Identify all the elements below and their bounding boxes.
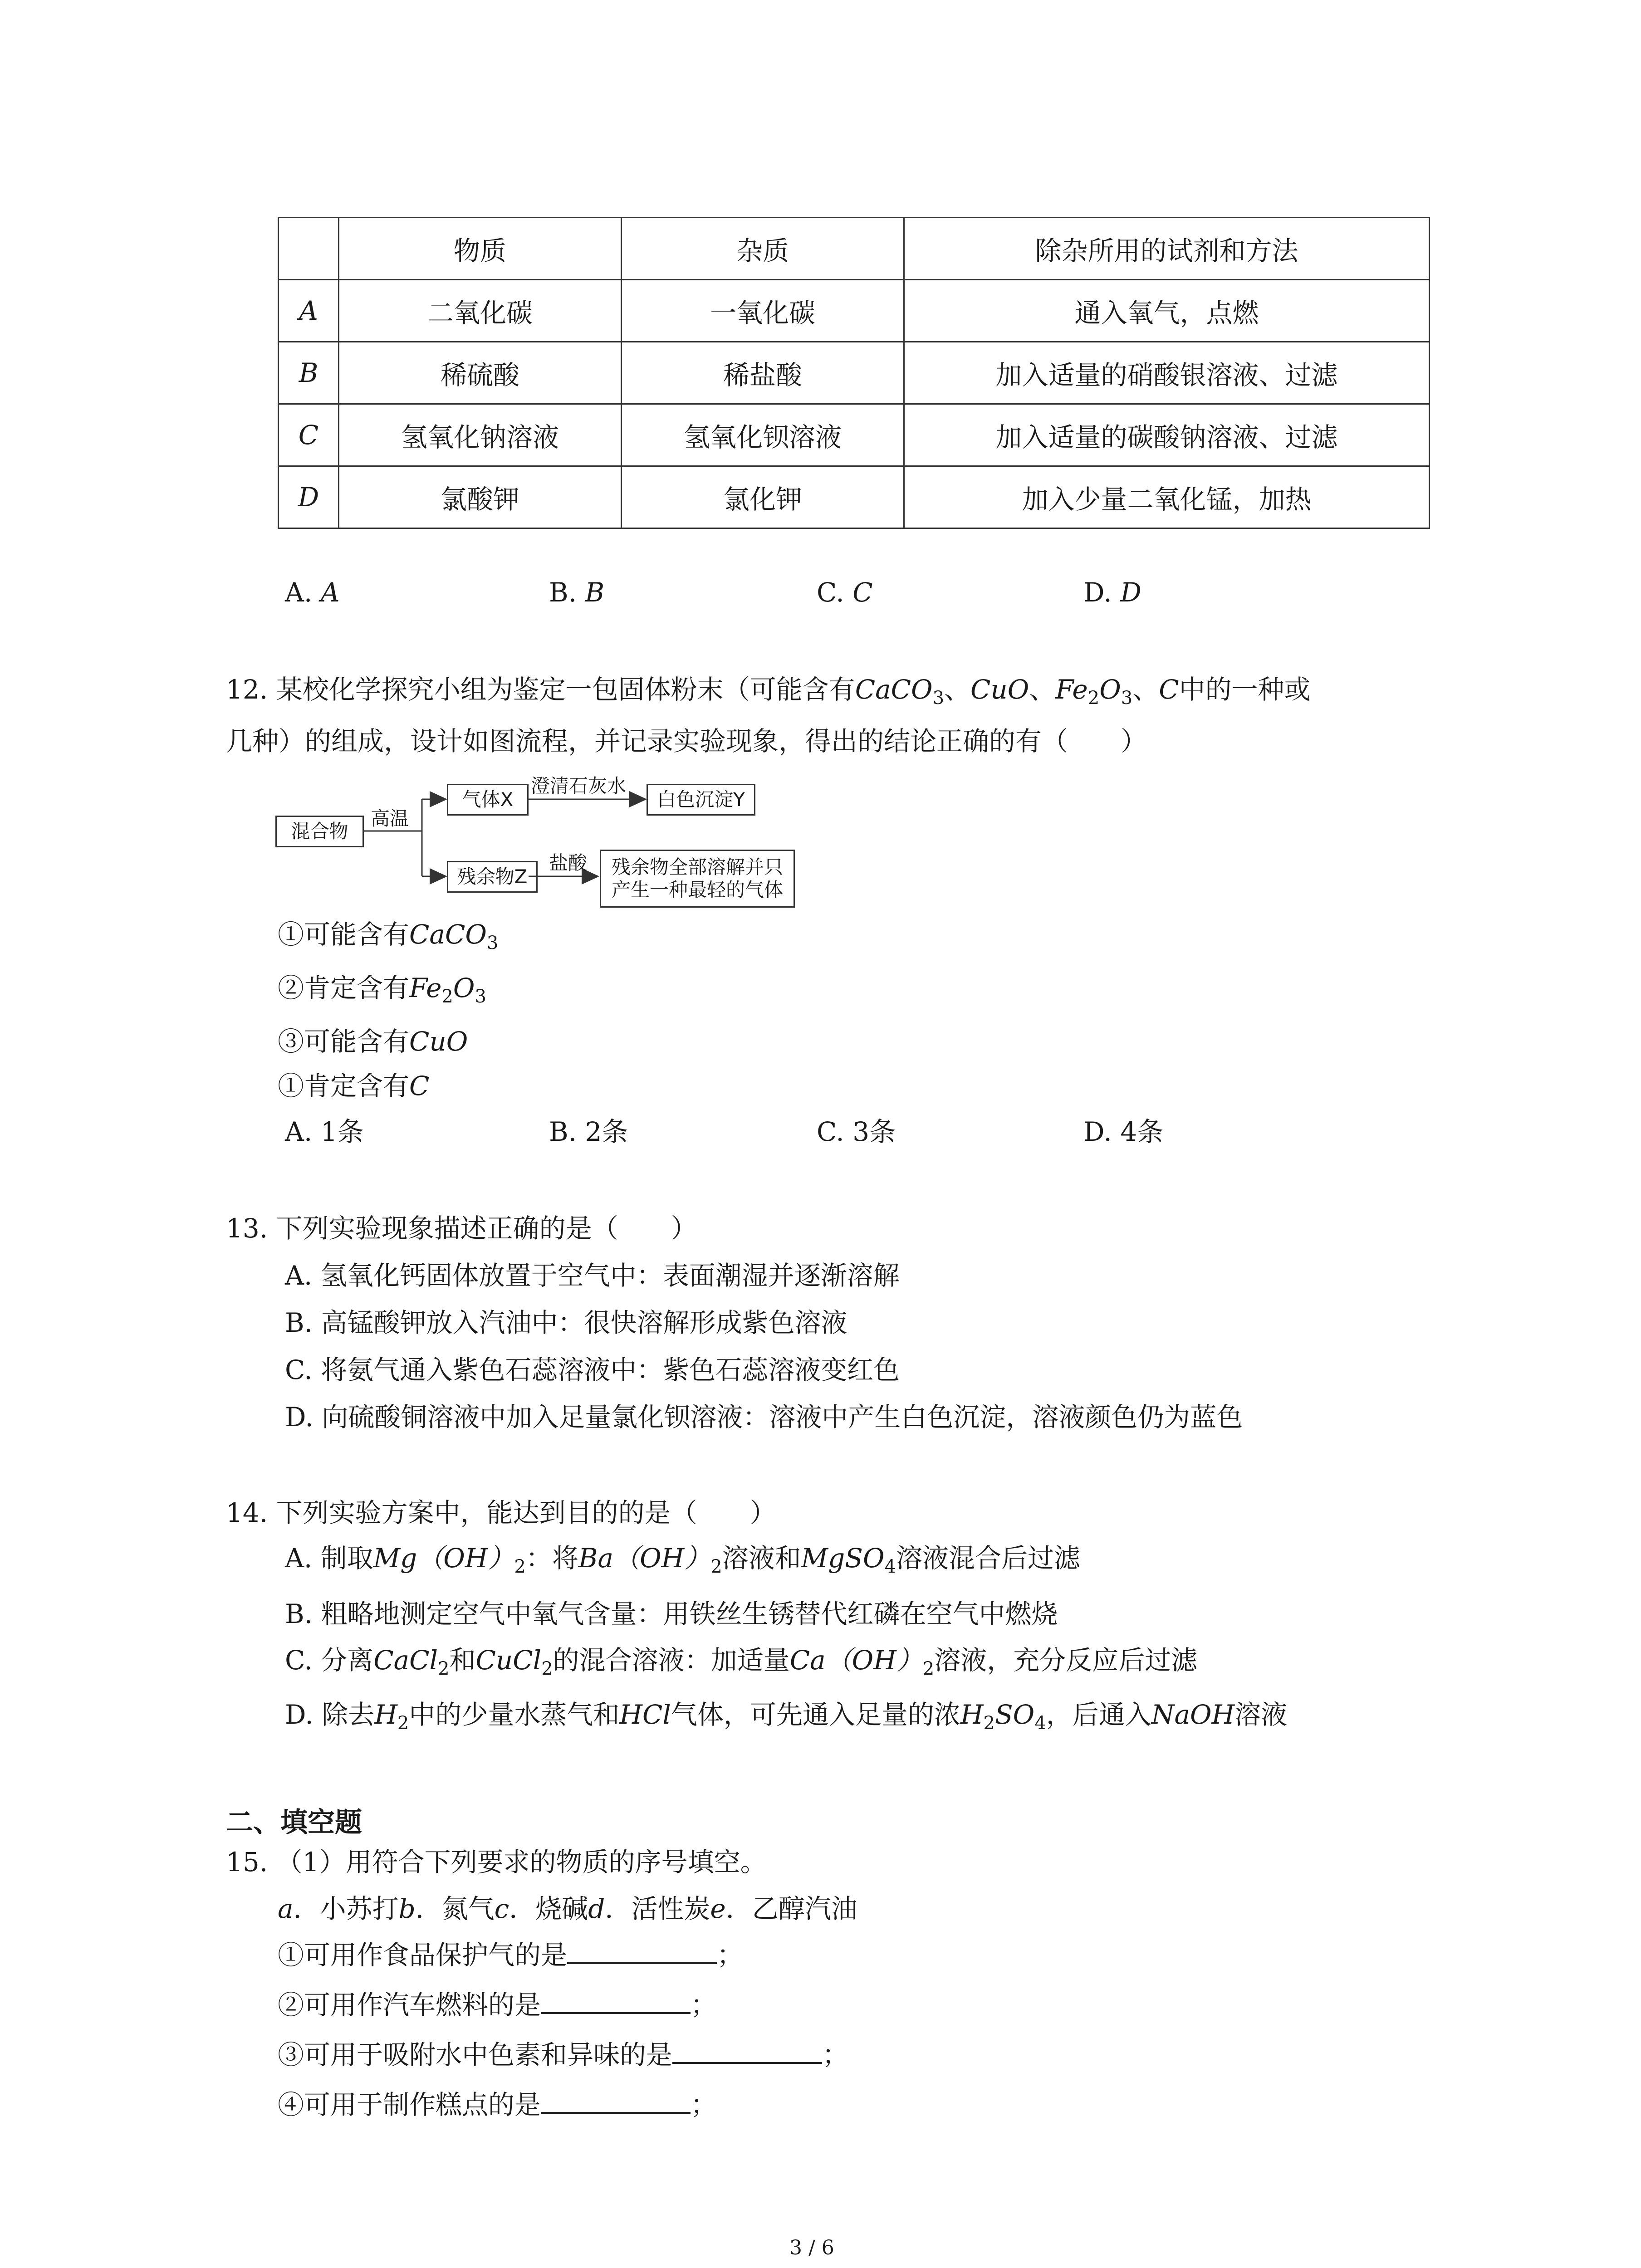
q12-option-c[interactable]: C. 3条 (817, 1116, 896, 1147)
q12-statement-3: ③可能含有CuO (278, 1026, 468, 1057)
table-header-cell (279, 218, 339, 280)
row-label: B (279, 342, 339, 404)
q15-item-1: ①可用作食品保护气的是 ； (278, 1937, 743, 1973)
page-number: 3 / 6 (789, 2236, 834, 2259)
row-label: A (279, 280, 339, 342)
q13-option-a[interactable]: A. 氢氧化钙固体放置于空气中：表面潮湿并逐渐溶解 (285, 1260, 900, 1291)
q15-item-2: ②可用作汽车燃料的是 ； (278, 1987, 717, 2023)
method-cell: 加入少量二氧化锰，加热 (904, 466, 1430, 528)
q12-stem-line1: 12. 某校化学探究小组为鉴定一包固体粉末（可能含有CaCO$_3$、CuO、$Fe_2O_3$、C中的一种或 (226, 674, 1311, 709)
flow-box-gas-x: 气体X (447, 784, 529, 816)
answer-blank[interactable] (541, 1987, 691, 2014)
method-cell: 通入氧气，点燃 (904, 280, 1430, 342)
flow-label-hcl: 盐酸 (549, 852, 588, 874)
q12-statement-2: ②肯定含有$Fe_2O_3$ (278, 973, 486, 1007)
q15-item-4: ④可用于制作糕点的是 ； (278, 2087, 717, 2123)
flow-box-mixture: 混合物 (275, 816, 364, 847)
q12-stem-line2: 几种）的组成，设计如图流程，并记录实验现象，得出的结论正确的有（ ） (226, 726, 1147, 757)
q12-option-d[interactable]: D. 4条 (1083, 1116, 1164, 1147)
flow-box-residue-z: 残余物Z (447, 861, 538, 893)
substance-cell: 氯酸钾 (339, 466, 622, 528)
q12-option-b[interactable]: B. 2条 (549, 1116, 628, 1147)
impurity-table (278, 217, 1430, 529)
method-cell: 加入适量的硝酸银溶液、过滤 (904, 342, 1430, 404)
q12-option-a[interactable]: A. 1条 (285, 1116, 364, 1147)
q11-option-d[interactable]: D. D (1083, 577, 1141, 608)
q14-option-c[interactable]: C. 分离CaCl$_2$和CuCl$_2$的混合溶液：加适量$Ca(OH)_2$溶液，充分反应后过滤 (285, 1645, 1198, 1679)
table-row (279, 466, 1430, 528)
table-row (279, 280, 1430, 342)
q13-option-c[interactable]: C. 将氨气通入紫色石蕊溶液中：紫色石蕊溶液变红色 (285, 1354, 900, 1385)
row-label: C (279, 404, 339, 466)
row-label: D (279, 466, 339, 528)
table-header-cell: 除杂所用的试剂和方法 (904, 218, 1430, 280)
q12-statement-4: ①肯定含有C (278, 1070, 430, 1101)
substance-cell: 氢氧化钠溶液 (339, 404, 622, 466)
table-row (279, 342, 1430, 404)
substance-cell: 二氧化碳 (339, 280, 622, 342)
flow-box-result2: 残余物全部溶解并只 产生一种最轻的气体 (600, 850, 795, 908)
impurity-cell: 一氧化碳 (622, 280, 904, 342)
q15-stem: 15. （1）用符合下列要求的物质的序号填空。 (226, 1847, 767, 1877)
table-header-cell: 杂质 (622, 218, 904, 280)
impurity-cell: 稀盐酸 (622, 342, 904, 404)
answer-blank[interactable] (567, 1937, 717, 1964)
q14-option-b[interactable]: B. 粗略地测定空气中氧气含量：用铁丝生锈替代红磷在空气中燃烧 (285, 1598, 1058, 1629)
table-header-row (279, 218, 1430, 280)
impurity-cell: 氯化钾 (622, 466, 904, 528)
q15-item-3: ③可用于吸附水中色素和异味的是 ； (278, 2037, 848, 2073)
table-header-cell: 物质 (339, 218, 622, 280)
section-title: 二、填空题 (226, 1807, 362, 1838)
substance-cell: 稀硫酸 (339, 342, 622, 404)
q15-choices: a．小苏打b．氮气c．烧碱d．活性炭e．乙醇汽油 (278, 1893, 857, 1924)
answer-blank[interactable] (672, 2037, 822, 2064)
q14-option-d[interactable]: D. 除去$H_2$中的少量水蒸气和HCl气体，可先通入足量的浓$H_2SO_4$，后通入NaOH溶液 (285, 1699, 1288, 1734)
q12-statement-1: ①可能含有CaCO$_3$ (278, 919, 499, 953)
q11-option-c[interactable]: C. C (817, 577, 873, 608)
flow-box-white-precipitate: 白色沉淀Y (647, 784, 755, 816)
q13-option-b[interactable]: B. 高锰酸钾放入汽油中：很快溶解形成紫色溶液 (285, 1307, 847, 1338)
q11-option-a[interactable]: A. A (285, 577, 340, 608)
q14-option-a[interactable]: A. 制取$Mg(OH)_2$：将$Ba(OH)_2$溶液和MgSO$_4$溶液混合后过滤 (285, 1543, 1080, 1577)
q13-option-d[interactable]: D. 向硫酸铜溶液中加入足量氯化钡溶液：溶液中产生白色沉淀，溶液颜色仍为蓝色 (285, 1402, 1243, 1432)
method-cell: 加入适量的碳酸钠溶液、过滤 (904, 404, 1430, 466)
answer-blank[interactable] (541, 2087, 691, 2114)
q13-stem: 13. 下列实验现象描述正确的是（ ） (226, 1213, 697, 1244)
q11-option-b[interactable]: B. B (549, 577, 605, 608)
impurity-cell: 氢氧化钡溶液 (622, 404, 904, 466)
flow-label-limewater: 澄清石灰水 (531, 775, 627, 797)
q14-stem: 14. 下列实验方案中，能达到目的的是（ ） (226, 1497, 776, 1528)
table-row (279, 404, 1430, 466)
flow-label-high-temp: 高温 (371, 807, 409, 830)
